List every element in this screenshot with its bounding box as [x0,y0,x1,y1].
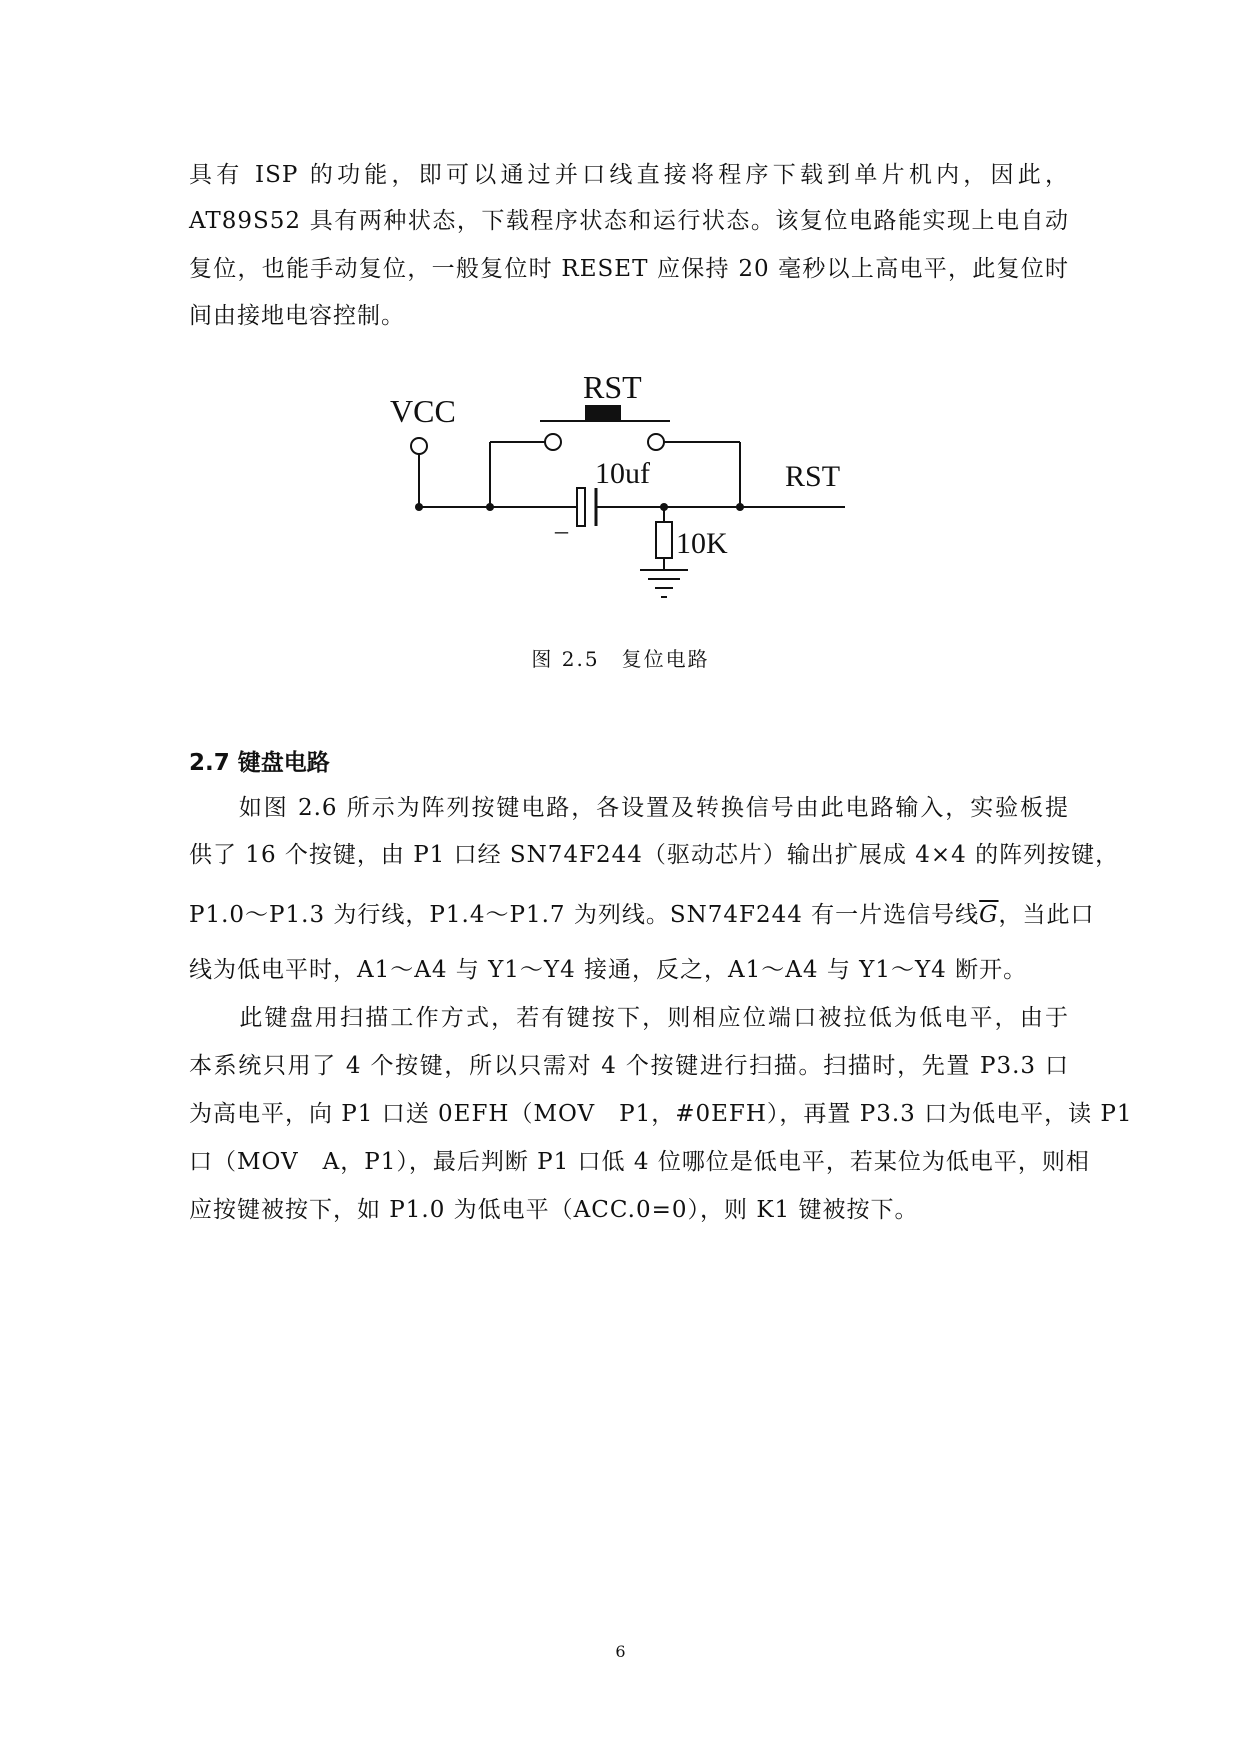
switch-contact-left [545,434,561,450]
label-rst-out: RST [785,460,841,493]
rst-button-cap [585,405,621,421]
para1-line-2: 供了 16 个按键，由 P1 口经 SN74F244（驱动芯片）输出扩展成 4×4 的阵列按键， [189,842,1120,868]
junction-dot [486,503,494,511]
label-vcc: VCC [390,393,456,429]
switch-contact-right [648,434,664,450]
intro-line-3: 复位，也能手动复位，一般复位时 RESET 应保持 20 毫秒以上高电平，此复位时 [189,256,1069,282]
label-capacitor-polarity: _ [555,507,568,536]
intro-line-1: 具有 ISP 的功能，即可以通过并口线直接将程序下载到单片机内，因此， [189,162,1069,188]
para1-line-3 [189,900,1095,930]
junction-dot [736,503,744,511]
para2-line-5: 应按键被按下，如 P1.0 为低电平（ACC.0=0），则 K1 键被按下。 [189,1197,919,1223]
g-bar-symbol: $\overline{G}$ [979,902,999,928]
para1-line-1: 如图 2.6 所示为阵列按键电路，各设置及转换信号由此电路输入，实验板提 [189,795,1069,821]
junction-dot [660,503,668,511]
para1-line-3-tail: ，当此口 [998,902,1095,928]
intro-line-2: AT89S52 具有两种状态，下载程序状态和运行状态。该复位电路能实现上电自动 [189,208,1069,234]
vcc-terminal [411,438,427,454]
para2-line-1: 此键盘用扫描工作方式，若有键按下，则相应位端口被拉低为低电平，由于 [189,1005,1069,1031]
figure-caption: 图 2.5 复位电路 [531,647,710,671]
para2-line-4: 口（MOV A，P1），最后判断 P1 口低 4 位哪位是低电平，若某位为低电平，则相 [189,1149,1090,1175]
resistor-10k [656,522,672,558]
capacitor-plate-left [577,488,585,526]
para2-line-3: 为高电平，向 P1 口送 0EFH（MOV P1，#0EFH），再置 P3.3 口为低电平，读 P1 [189,1101,1133,1127]
junction-dot [415,503,423,511]
label-resistor: 10K [676,527,728,560]
para2-line-2: 本系统只用了 4 个按键，所以只需对 4 个按键进行扫描。扫描时，先置 P3.3 口 [189,1053,1069,1079]
label-capacitor: 10uf [595,457,650,490]
page-number: 6 [615,1642,626,1661]
para1-line-4: 线为低电平时，A1～A4 与 Y1～Y4 接通，反之，A1～A4 与 Y1～Y4 断开。 [189,957,1028,983]
section-heading: 2.7 键盘电路 [189,750,330,776]
label-rst-button: RST [583,370,642,405]
intro-line-4: 间由接地电容控制。 [189,303,405,329]
reset-circuit-diagram [0,370,1241,610]
para1-line-3-text: P1.0～P1.3 为行线，P1.4～P1.7 为列线。SN74F244 有一片选信号线 [189,902,980,928]
